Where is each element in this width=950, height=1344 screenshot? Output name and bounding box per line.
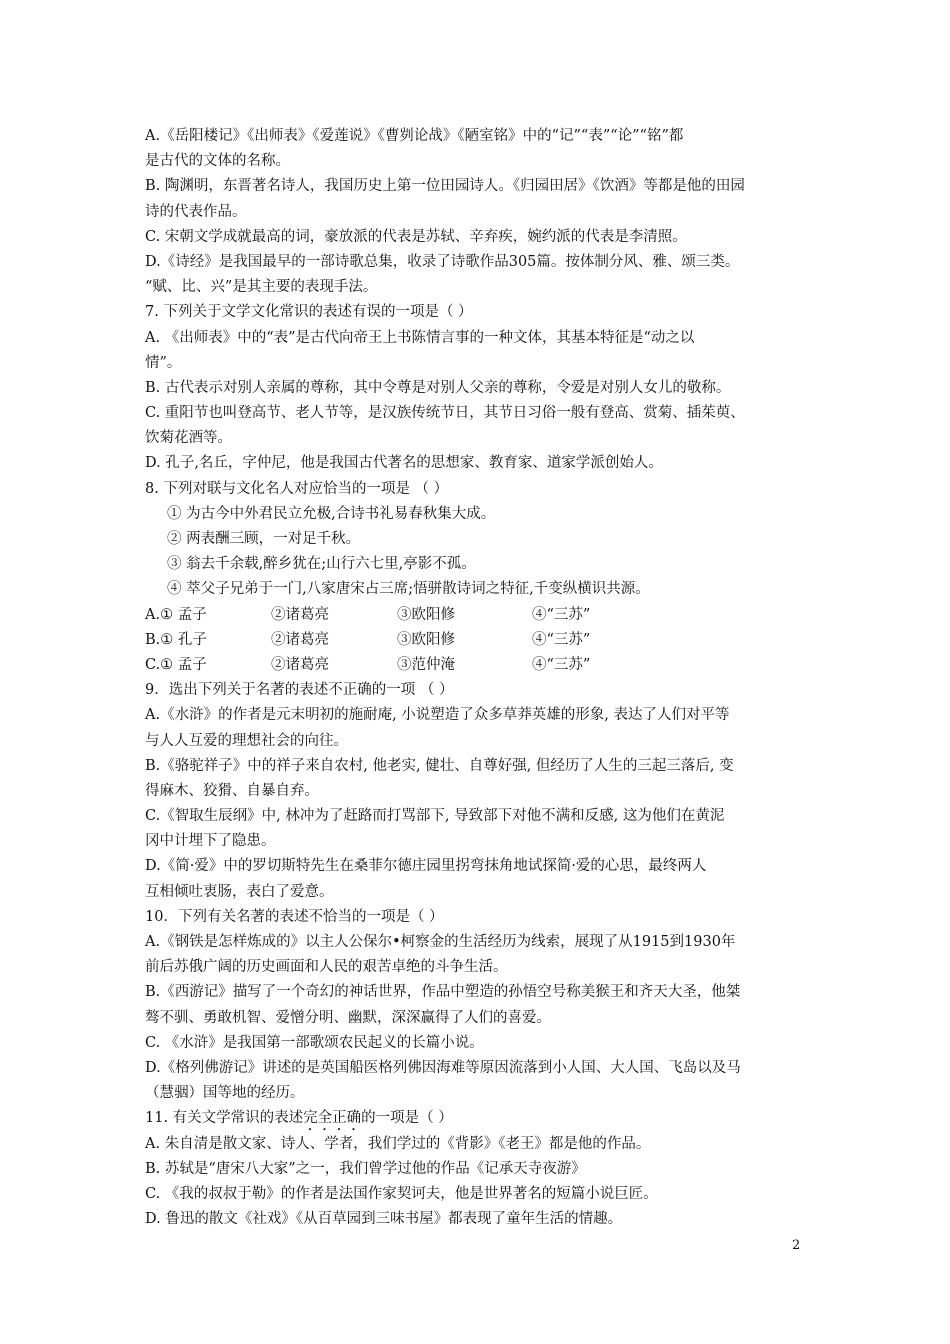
text-line: D.《格列佛游记》讲述的是英国船医格列佛因海难等原因流落到小人国、大人国、飞岛以及马: [145, 1059, 741, 1076]
question-10: 10．下列有关名著的表述不恰当的一项是（ ）: [145, 908, 444, 925]
text-line: D. 孔子,名丘，字仲尼，他是我国古代著名的思想家、教育家、道家学派创始人。: [145, 455, 663, 472]
text-line: B.《骆驼祥子》中的祥子来自农村, 他老实, 健壮、自尊好强, 但经历了人生的三起三落后, 变: [145, 757, 734, 774]
option-cell: ④“三苏”: [532, 656, 591, 673]
q11-emphasis: 完全正确: [303, 1110, 362, 1127]
question-9: 9．选出下列关于名著的表述不正确的一项 （ ）: [145, 682, 454, 699]
text-line: B. 陶渊明，东晋著名诗人，我国历史上第一位田园诗人。《归园田居》《饮酒》等都是他的田园: [145, 178, 745, 195]
text-line: C. 宋朝文学成就最高的词，豪放派的代表是苏轼、辛弃疾，婉约派的代表是李清照。: [145, 228, 687, 245]
option-cell: ④“三苏”: [532, 631, 591, 648]
text-line: C. 《水浒》是我国第一部歌颂农民起义的长篇小说。: [145, 1034, 484, 1051]
text-line: A. 朱自清是散文家、诗人、学者，我们学过的《背影》《老王》都是他的作品。: [145, 1135, 651, 1152]
option-cell: C.① 孟子: [145, 656, 207, 673]
q8-option-c: [145, 653, 810, 678]
question-8: 8. 下列对联与文化名人对应恰当的一项是 （ ）: [145, 480, 449, 497]
document-body: [145, 124, 810, 1232]
option-cell: B.① 孔子: [145, 631, 207, 648]
text-line: 情”。: [145, 354, 182, 371]
option-cell: ②诸葛亮: [271, 631, 329, 648]
text-line: A.《钢铁是怎样炼成的》以主人公保尔•柯察金的生活经历为线索，展现了从1915到1930年: [145, 934, 736, 950]
text-line: （慧骃）国等地的经历。: [145, 1085, 305, 1102]
couplet-2: ② 两表酬三顾，一对足千秋。: [167, 531, 361, 547]
option-cell: A.① 孟子: [145, 606, 207, 623]
option-cell: ②诸葛亮: [271, 656, 329, 673]
q8-option-b: [145, 628, 810, 653]
q11-prefix: 11. 有关文学常识的表述: [145, 1110, 304, 1127]
q8-option-a: [145, 603, 810, 628]
text-line: 冈中计埋下了隐患。: [145, 833, 276, 850]
text-line: 是古代的文体的名称。: [145, 153, 290, 170]
option-cell: ③欧阳修: [397, 606, 455, 623]
couplet-1: ① 为古今中外君民立允极,合诗书礼易春秋集大成。: [167, 505, 496, 522]
text-line: 诗的代表作品。: [145, 203, 247, 220]
page-number: 2: [792, 1238, 801, 1253]
text-line: A. 《出师表》中的“表”是古代向帝王上书陈情言事的一种文体，其基本特征是“动之以: [145, 329, 695, 346]
text-line: C. 《我的叔叔于勒》的作者是法国作家契诃夫，他是世界著名的短篇小说巨匠。: [145, 1185, 658, 1202]
text-line: 与人人互爱的理想社会的向往。: [145, 732, 348, 749]
option-cell: ③范仲淹: [397, 656, 455, 673]
text-line: 互相倾吐衷肠，表白了爱意。: [145, 883, 334, 900]
couplet-4: ④ 萃父子兄弟于一门,八家唐宋占三席;悟骈散诗词之特征,千变纵横识共源。: [167, 581, 650, 598]
text-line: 前后苏俄广阔的历史画面和人民的艰苦卓绝的斗争生活。: [145, 959, 508, 976]
option-cell: ③欧阳修: [397, 631, 455, 648]
text-line: 得麻木、狡猾、自暴自弃。: [145, 782, 319, 799]
text-line: D.《简·爱》中的罗切斯特先生在桑菲尔德庄园里拐弯抹角地试探简·爱的心思，最终两人: [145, 858, 707, 875]
text-line: “赋、比、兴”是其主要的表现手法。: [145, 279, 378, 296]
q11-suffix: 的一项是（ ）: [361, 1110, 453, 1127]
text-line: B.《西游记》描写了一个奇幻的神话世界，作品中塑造的孙悟空号称美猴王和齐天大圣，他桀: [145, 984, 741, 1001]
option-cell: ②诸葛亮: [271, 606, 329, 623]
text-line: C. 重阳节也叫登高节、老人节等，是汉族传统节日，其节日习俗一般有登高、赏菊、插茱萸、: [145, 405, 745, 422]
question-11: [145, 1106, 810, 1131]
text-line: 饮菊花酒等。: [145, 430, 232, 447]
question-7: 7. 下列关于文学文化常识的表述有误的一项是（ ）: [145, 304, 473, 321]
text-line: D.《诗经》是我国最早的一部诗歌总集，收录了诗歌作品305篇。按体制分风、雅、颂三类。: [145, 253, 740, 270]
text-line: 骜不驯、勇敢机智、爱憎分明、幽默，深深赢得了人们的喜爱。: [145, 1009, 551, 1026]
text-line: B. 苏轼是“唐宋八大家”之一，我们曾学过他的作品《记承天寺夜游》: [145, 1160, 586, 1177]
text-line: A.《岳阳楼记》《出师表》《爱莲说》《曹刿论战》《陋室铭》中的“记”“表”“论”“铭”都: [145, 128, 684, 144]
text-line: B. 古代表示对别人亲属的尊称，其中令尊是对别人父亲的尊称，令爱是对别人女儿的敬称。: [145, 379, 731, 396]
text-line: D. 鲁迅的散文《社戏》《从百草园到三味书屋》都表现了童年生活的情趣。: [145, 1211, 623, 1228]
couplet-3: ③ 翁去千余载,醉乡犹在;山行六七里,亭影不孤。: [167, 556, 476, 573]
option-cell: ④“三苏”: [532, 606, 591, 623]
text-line: C.《智取生辰纲》中, 林冲为了赶路而打骂部下, 导致部下对他不满和反感, 这为他们在黄泥: [145, 808, 725, 825]
text-line: A.《水浒》的作者是元末明初的施耐庵, 小说塑造了众多草莽英雄的形象, 表达了人们对平等: [145, 707, 730, 724]
